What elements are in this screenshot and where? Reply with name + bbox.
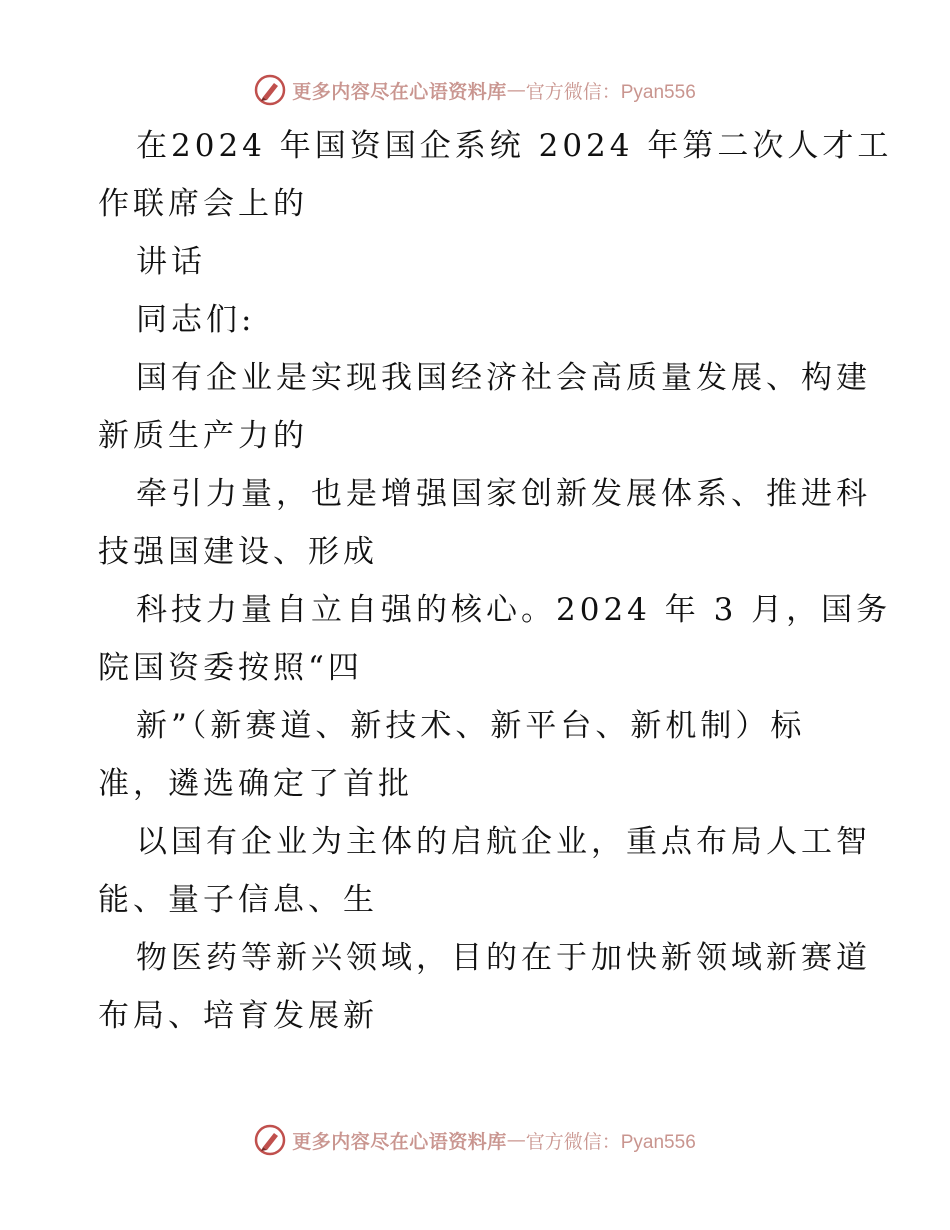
pen-logo-icon (254, 74, 286, 106)
text-line: 能、量子信息、生 (98, 882, 378, 918)
text-line: 国有企业是实现我国经济社会高质量发展、构建 (136, 360, 871, 396)
watermark-text: 更多内容尽在心语资料库 (292, 1130, 507, 1153)
text-line: 作联席会上的 (98, 186, 308, 222)
text-line: 院国资委按照“四 (98, 650, 363, 686)
text-line: 布局、培育发展新 (98, 998, 378, 1034)
text-line: 在2024 年国资国企系统 2024 年第二次人才工 (136, 128, 893, 164)
text-line: 技强国建设、形成 (98, 534, 378, 570)
watermark-separator: — (506, 79, 526, 101)
header-watermark (0, 70, 950, 110)
text-line: 同志们: (136, 302, 256, 338)
text-line: 新质生产力的 (98, 418, 308, 454)
pen-logo-icon (254, 1124, 286, 1156)
text-line: 以国有企业为主体的启航企业，重点布局人工智 (136, 824, 871, 860)
text-line: 新”（新赛道、新技术、新平台、新机制）标 (136, 708, 806, 744)
watermark-suffix: 官方微信：Pyan556 (525, 81, 696, 103)
text-line: 科技力量自立自强的核心。2024 年 3 月，国务 (136, 592, 892, 628)
text-line: 准，遴选确定了首批 (98, 766, 413, 802)
document-body (98, 117, 893, 1045)
watermark-suffix: 官方微信：Pyan556 (525, 1131, 696, 1153)
footer-watermark (0, 1120, 950, 1160)
text-line: 物医药等新兴领域，目的在于加快新领域新赛道 (136, 940, 871, 976)
text-line: 牵引力量，也是增强国家创新发展体系、推进科 (136, 476, 871, 512)
text-line: 讲话 (136, 244, 206, 280)
watermark-text: 更多内容尽在心语资料库 (292, 80, 507, 103)
watermark-separator: — (506, 1129, 526, 1151)
